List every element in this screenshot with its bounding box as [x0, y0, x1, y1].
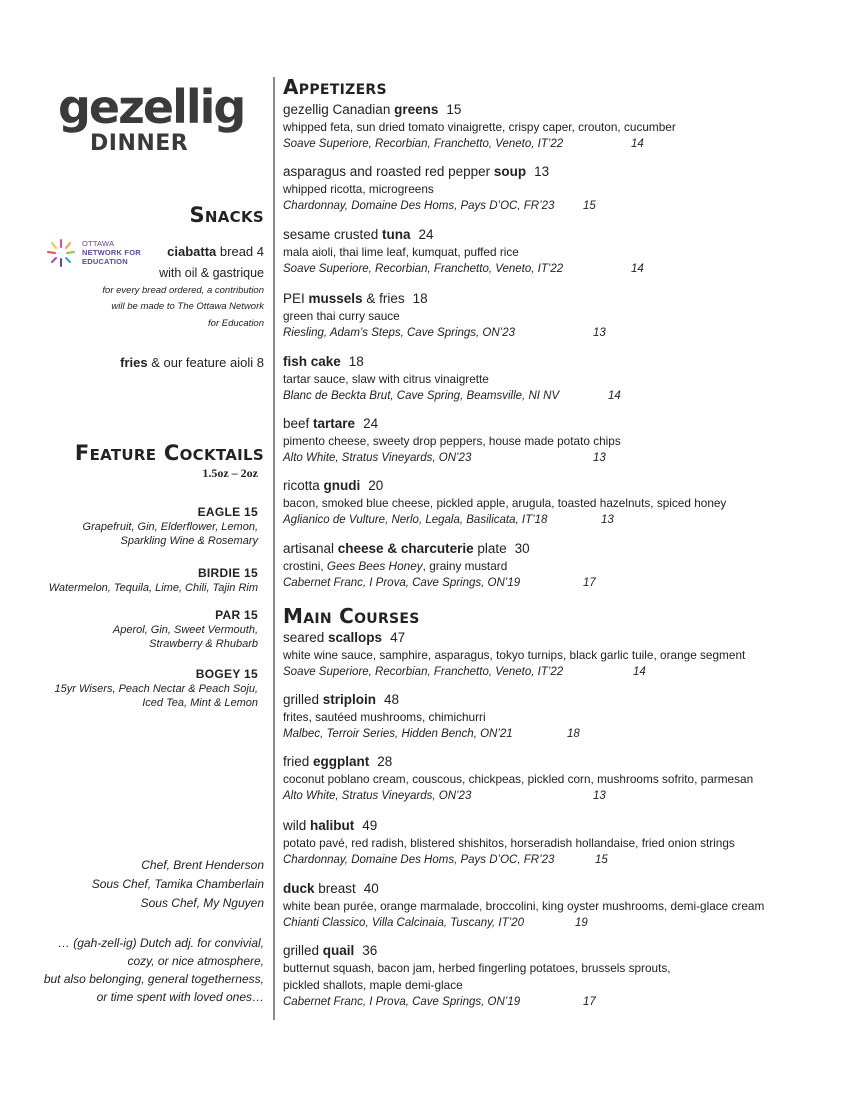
wine-price: 13 — [601, 514, 614, 526]
menu-item — [283, 290, 843, 342]
wine-price: 14 — [631, 138, 644, 150]
menu-item-description: whipped feta, sun dried tomato vinaigrette, crispy caper, crouton, cucumber — [283, 120, 676, 134]
partner-logo — [44, 236, 154, 270]
wine-pairing — [283, 788, 843, 805]
menu-item-description — [283, 558, 843, 575]
menu-item-name-bold: tuna — [382, 227, 411, 242]
wine-price: 15 — [595, 854, 608, 866]
menu-item-price: 18 — [412, 291, 428, 306]
menu-item-title — [283, 942, 843, 960]
cocktails-title: Feature Cocktails — [74, 441, 264, 465]
wine-price: 13 — [593, 452, 606, 464]
gezellig-definition: … (gah-zell-ig) Dutch adj. for convivial, cozy, or nice atmosphere, but also belonging, general togetherness, or time spent with loved ones… — [43, 936, 264, 1004]
wine-pairing — [283, 198, 843, 215]
wine-name: Alto White, Stratus Vineyards, ON’23 — [283, 790, 472, 802]
wine-price: 18 — [567, 728, 580, 740]
menu-item-title — [283, 290, 843, 308]
wine-pairing — [283, 915, 843, 932]
menu-item-price: 47 — [390, 630, 406, 645]
description-italic: Gees Bees Honey — [326, 559, 423, 573]
menu-item-name-pre: fried — [283, 754, 314, 769]
menu-item-name-bold: eggplant — [313, 754, 370, 769]
menu-item-name-pre: grilled — [283, 692, 323, 707]
wine-pairing — [283, 136, 843, 153]
menu-item-name-pre: artisanal — [283, 541, 338, 556]
menu-item — [283, 163, 843, 215]
cocktails-pour-size: 1.5oz – 2oz — [202, 466, 258, 480]
wine-name: Soave Superiore, Recorbian, Franchetto, Veneto, IT’22 — [283, 263, 564, 275]
menu-item-name-bold: soup — [493, 164, 527, 179]
wine-price: 15 — [583, 200, 596, 212]
menu-item-description: green thai curry sauce — [283, 309, 400, 323]
wine-pairing — [283, 575, 843, 592]
menu-item — [283, 942, 843, 1011]
menu-item-name-pre: grilled — [283, 943, 323, 958]
wine-pairing — [283, 388, 843, 405]
wine-price: 17 — [583, 577, 596, 589]
description-part: , grainy mustard — [422, 559, 508, 573]
left-column — [0, 0, 268, 1100]
wine-pairing — [283, 325, 843, 342]
menu-item-name-post: & fries — [362, 291, 405, 306]
menu-item-description: butternut squash, bacon jam, herbed fingerling potatoes, brussels sprouts, — [283, 961, 671, 975]
menu-item-description: coconut poblano cream, couscous, chickpeas, pickled corn, mushrooms sofrito, parmesan — [283, 772, 754, 786]
menu-item — [283, 415, 843, 467]
snack-note-line: for Education — [208, 318, 264, 329]
menu-item-name-bold: cheese & charcuterie — [337, 541, 474, 556]
wine-name: Malbec, Terroir Series, Hidden Bench, ON’21 — [283, 728, 513, 740]
menu-item-price: 48 — [384, 692, 400, 707]
menu-item-title — [283, 691, 843, 709]
wine-pairing — [283, 512, 843, 529]
wine-price: 13 — [593, 327, 606, 339]
menu-item-name-bold: greens — [394, 102, 439, 117]
menu-item-name-bold: striploin — [322, 692, 377, 707]
menu-item-price: 13 — [534, 164, 550, 179]
menu-item-description: bacon, smoked blue cheese, pickled apple, arugula, toasted hazelnuts, spiced honey — [283, 496, 727, 510]
menu-item-description: potato pavé, red radish, blistered shishitos, horseradish hollandaise, fried onion strings — [283, 836, 735, 850]
menu-item-price: 36 — [362, 943, 378, 958]
menu-item-name-bold: mussels — [308, 291, 363, 306]
menu-item-name-pre: PEI — [283, 291, 309, 306]
wine-name: Cabernet Franc, I Prova, Cave Springs, ON’19 — [283, 996, 521, 1008]
cocktail-item: EAGLE 15 Grapefruit, Gin, Elderflower, Lemon, Sparkling Wine & Rosemary — [82, 505, 258, 547]
wine-name: Riesling, Adam’s Steps, Cave Springs, ON’23 — [283, 327, 516, 339]
menu-item — [283, 226, 843, 278]
column-divider — [273, 77, 275, 1020]
wine-price: 14 — [608, 390, 621, 402]
wine-price: 19 — [575, 917, 588, 929]
menu-item-price: 15 — [446, 102, 462, 117]
menu-item-name-post: breast — [314, 881, 356, 896]
menu-item-title — [283, 101, 843, 119]
wine-price: 14 — [633, 666, 646, 678]
wine-price: 13 — [593, 790, 606, 802]
mains-title: Main Courses — [283, 604, 420, 628]
wine-pairing — [283, 450, 843, 467]
menu-item-name-post: plate — [473, 541, 507, 556]
brand-subtitle: DINNER — [90, 131, 189, 156]
wine-price: 17 — [583, 996, 596, 1008]
wine-name: Soave Superiore, Recorbian, Franchetto, Veneto, IT’22 — [283, 138, 564, 150]
sparkle-icon — [44, 236, 78, 270]
appetizers-title: Appetizers — [283, 75, 387, 99]
menu-item-name-bold: fish cake — [283, 354, 341, 369]
menu-item — [283, 101, 843, 153]
menu-item-price: 24 — [363, 416, 379, 431]
wine-name: Chardonnay, Domaine Des Homs, Pays D’OC, FR’23 — [283, 200, 555, 212]
menu-item-price: 18 — [348, 354, 364, 369]
menu-item-price: 49 — [362, 818, 378, 833]
wine-name: Cabernet Franc, I Prova, Cave Springs, ON’19 — [283, 577, 521, 589]
wine-pairing — [283, 261, 843, 278]
menu-item-price: 30 — [514, 541, 530, 556]
cocktail-item: PAR 15 Aperol, Gin, Sweet Vermouth, Strawberry & Rhubarb — [112, 608, 258, 650]
menu-item-name-pre: beef — [283, 416, 314, 431]
cocktail-item: BOGEY 15 15yr Wisers, Peach Nectar & Peach Soju, Iced Tea, Mint & Lemon — [54, 667, 258, 709]
menu-item-price: 24 — [418, 227, 434, 242]
snack-note-line: will be made to The Ottawa Network — [111, 301, 264, 312]
menu-item-description: pickled shallots, maple demi-glace — [283, 978, 463, 992]
menu-item-title — [283, 540, 843, 558]
wine-name: Aglianico de Vulture, Nerlo, Legala, Basilicata, IT’18 — [283, 514, 548, 526]
menu-item — [283, 817, 843, 869]
brand-logo: gezellig — [58, 80, 245, 134]
wine-name: Blanc de Beckta Brut, Cave Spring, Beamsville, NI NV — [283, 390, 560, 402]
menu-item — [283, 753, 843, 805]
menu-item-title — [283, 817, 843, 835]
menu-item — [283, 477, 843, 529]
menu-item-title — [283, 226, 843, 244]
menu-item-description: white bean purée, orange marmalade, broccolini, king oyster mushrooms, demi-glace cream — [283, 899, 765, 913]
menu-item-description: frites, sautéed mushrooms, chimichurri — [283, 710, 486, 724]
menu-item-name-pre: ricotta — [283, 478, 324, 493]
menu-item-price: 20 — [368, 478, 384, 493]
snack-item-ciabatta-note: with oil & gastrique — [159, 266, 264, 280]
menu-item-description: pimento cheese, sweety drop peppers, house made potato chips — [283, 434, 621, 448]
chef-credits: Chef, Brent Henderson Sous Chef, Tamika Chamberlain Sous Chef, My Nguyen — [91, 858, 264, 910]
snacks-title: Snacks — [189, 203, 264, 227]
menu-item-description: white wine sauce, samphire, asparagus, tokyo turnips, black garlic tuile, orange segment — [283, 648, 746, 662]
partner-logo-text: OTTAWA NETWORK FOR EDUCATION — [82, 239, 141, 266]
menu-item — [283, 629, 843, 681]
menu-item-description: mala aioli, thai lime leaf, kumquat, puffed rice — [283, 245, 519, 259]
wine-pairing — [283, 726, 843, 743]
snack-note-line: for every bread ordered, a contribution — [102, 285, 264, 296]
wine-name: Soave Superiore, Recorbian, Franchetto, Veneto, IT’22 — [283, 666, 564, 678]
menu-item-title — [283, 629, 843, 647]
snack-item-ciabatta: ciabatta bread 4 — [167, 244, 264, 259]
menu-item-name-bold: halibut — [310, 818, 355, 833]
wine-pairing — [283, 852, 843, 869]
cocktail-item: BIRDIE 15 Watermelon, Tequila, Lime, Chili, Tajin Rim — [48, 566, 258, 594]
wine-name: Chardonnay, Domaine Des Homs, Pays D’OC, FR’23 — [283, 854, 555, 866]
menu-item-name-bold: tartare — [313, 416, 356, 431]
menu-item-name-bold: quail — [322, 943, 355, 958]
menu-item-title — [283, 353, 843, 371]
menu-item-title — [283, 163, 843, 181]
menu-item-price: 40 — [363, 881, 379, 896]
menu-item-title — [283, 477, 843, 495]
menu-item — [283, 880, 843, 932]
menu-item-description: tartar sauce, slaw with citrus vinaigrette — [283, 372, 489, 386]
menu-item-name-bold: scallops — [328, 630, 383, 645]
snack-item-fries: fries & our feature aioli 8 — [120, 355, 264, 370]
description-part: crostini, — [283, 559, 327, 573]
menu-item-name-pre: seared — [283, 630, 329, 645]
menu-item-name-bold: duck — [283, 881, 315, 896]
menu-item — [283, 691, 843, 743]
menu-item — [283, 353, 843, 405]
wine-pairing — [283, 664, 843, 681]
wine-price: 14 — [631, 263, 644, 275]
menu-item-title — [283, 415, 843, 433]
wine-name: Alto White, Stratus Vineyards, ON’23 — [283, 452, 472, 464]
menu-item-name-pre: sesame crusted — [283, 227, 383, 242]
wine-name: Chianti Classico, Villa Calcinaia, Tuscany, IT’20 — [283, 917, 524, 929]
wine-pairing — [283, 994, 843, 1011]
menu-item-title — [283, 880, 843, 898]
menu-item-name-pre: wild — [283, 818, 311, 833]
menu-item — [283, 540, 843, 592]
menu-item-price: 28 — [377, 754, 393, 769]
menu-item-title — [283, 753, 843, 771]
menu-item-name-pre: asparagus and roasted red pepper — [283, 164, 494, 179]
menu-item-name-bold: gnudi — [323, 478, 361, 493]
menu-item-name-pre: gezellig Canadian — [283, 102, 395, 117]
menu-item-description: whipped ricotta, microgreens — [283, 182, 434, 196]
